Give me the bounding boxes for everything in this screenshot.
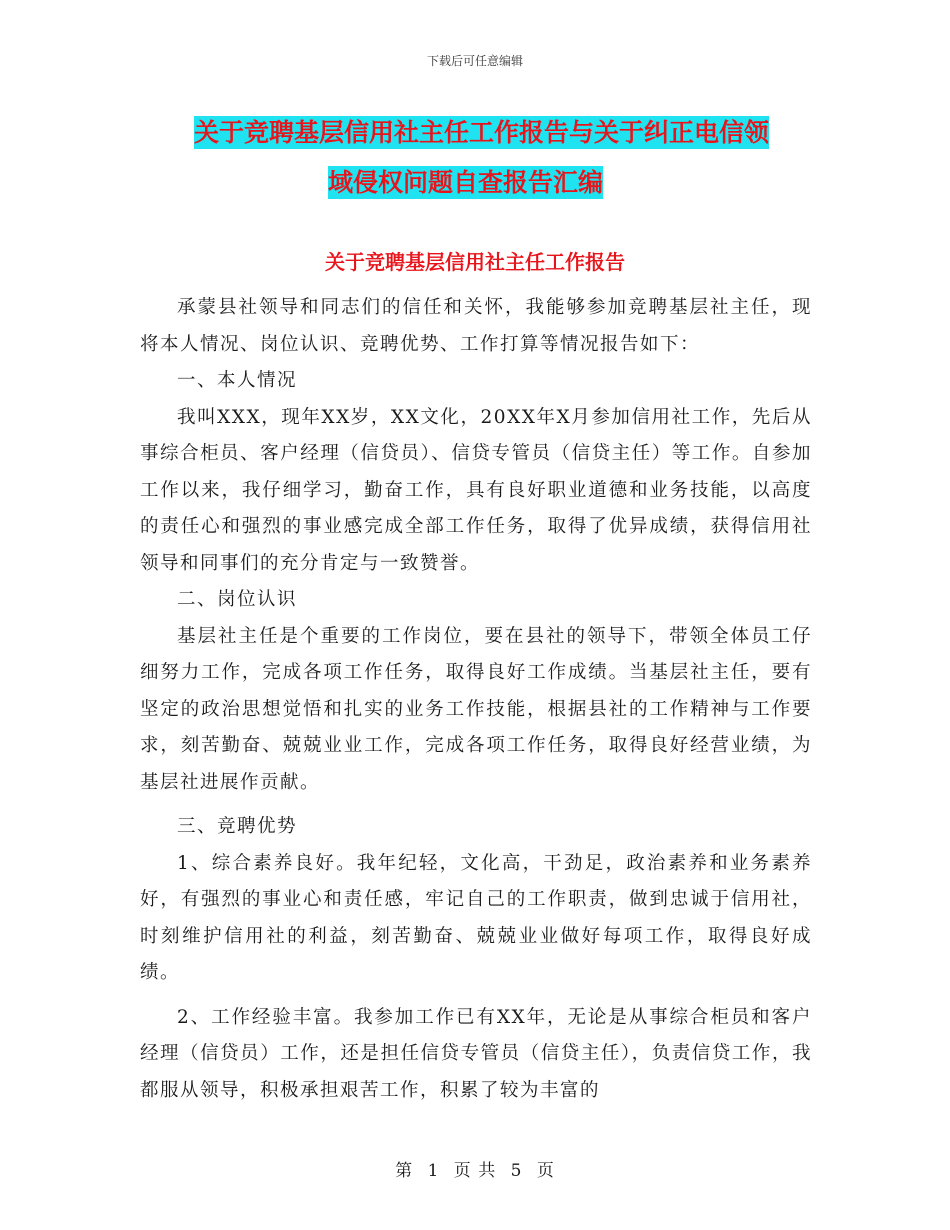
footer-total-pages: 5 <box>510 1161 523 1181</box>
section-title: 关于竞聘基层信用社主任工作报告 <box>325 250 625 274</box>
footer-middle: 页 共 <box>453 1161 497 1181</box>
document-title <box>140 108 840 208</box>
footer-prefix: 第 <box>395 1161 414 1181</box>
paragraph-personal-info: 我叫XXX，现年XX岁，XX文化，20XX年X月参加信用社工作，先后从事综合柜员、客户经理（信贷员）、信贷专管员（信贷主任）等工作。自参加工作以来，我仔细学习，勤奋工作，具有良好职业道德和业务技能，以高度的责任心和强烈的事业感完成全部工作任务，取得了优异成绩，获得信用社领导和同事们的充分肯定与一致赞誉。 <box>140 406 812 574</box>
page-footer <box>0 1156 950 1181</box>
paragraph-advantage-1: 1、综合素养良好。我年纪轻，文化高，干劲足，政治素养和业务素养好，有强烈的事业心和责任感，牢记自己的工作职责，做到忠诚于信用社，时刻维护信用社的利益，刻苦勤奋、兢兢业业做好每项工作，取得良好成绩。 <box>140 852 812 983</box>
paragraph-advantage-2: 2、工作经验丰富。我参加工作已有XX年，无论是从事综合柜员和客户经理（信贷员）工作，还是担任信贷专管员（信贷主任），负责信贷工作，我都服从领导，积极承担艰苦工作，积累了较为丰富的 <box>140 1006 812 1101</box>
paragraph-intro: 承蒙县社领导和同志们的信任和关怀，我能够参加竞聘基层社主任，现将本人情况、岗位认识、竞聘优势、工作打算等情况报告如下： <box>140 297 812 355</box>
heading-personal-info: 一、本人情况 <box>177 370 298 391</box>
title-line-1: 关于竞聘基层信用社主任工作报告与关于纠正电信领 <box>194 118 770 147</box>
heading-position-understanding: 二、岗位认识 <box>177 589 298 610</box>
heading-advantages: 三、竞聘优势 <box>177 816 298 837</box>
header-note: 下载后可任意编辑 <box>426 54 523 68</box>
footer-current-page: 1 <box>427 1161 440 1181</box>
title-line-2: 域侵权问题自查报告汇编 <box>328 168 604 197</box>
body-text <box>140 290 812 1109</box>
footer-suffix: 页 <box>536 1161 555 1181</box>
paragraph-position-understanding: 基层社主任是个重要的工作岗位，要在县社的领导下，带领全体员工仔细努力工作，完成各项工作任务，取得良好工作成绩。当基层社主任，要有坚定的政治思想觉悟和扎实的业务工作技能，根据县社的工作精神与工作要求，刻苦勤奋、兢兢业业工作，完成各项工作任务，取得良好经营业绩，为基层社进展作贡献。 <box>140 625 812 793</box>
